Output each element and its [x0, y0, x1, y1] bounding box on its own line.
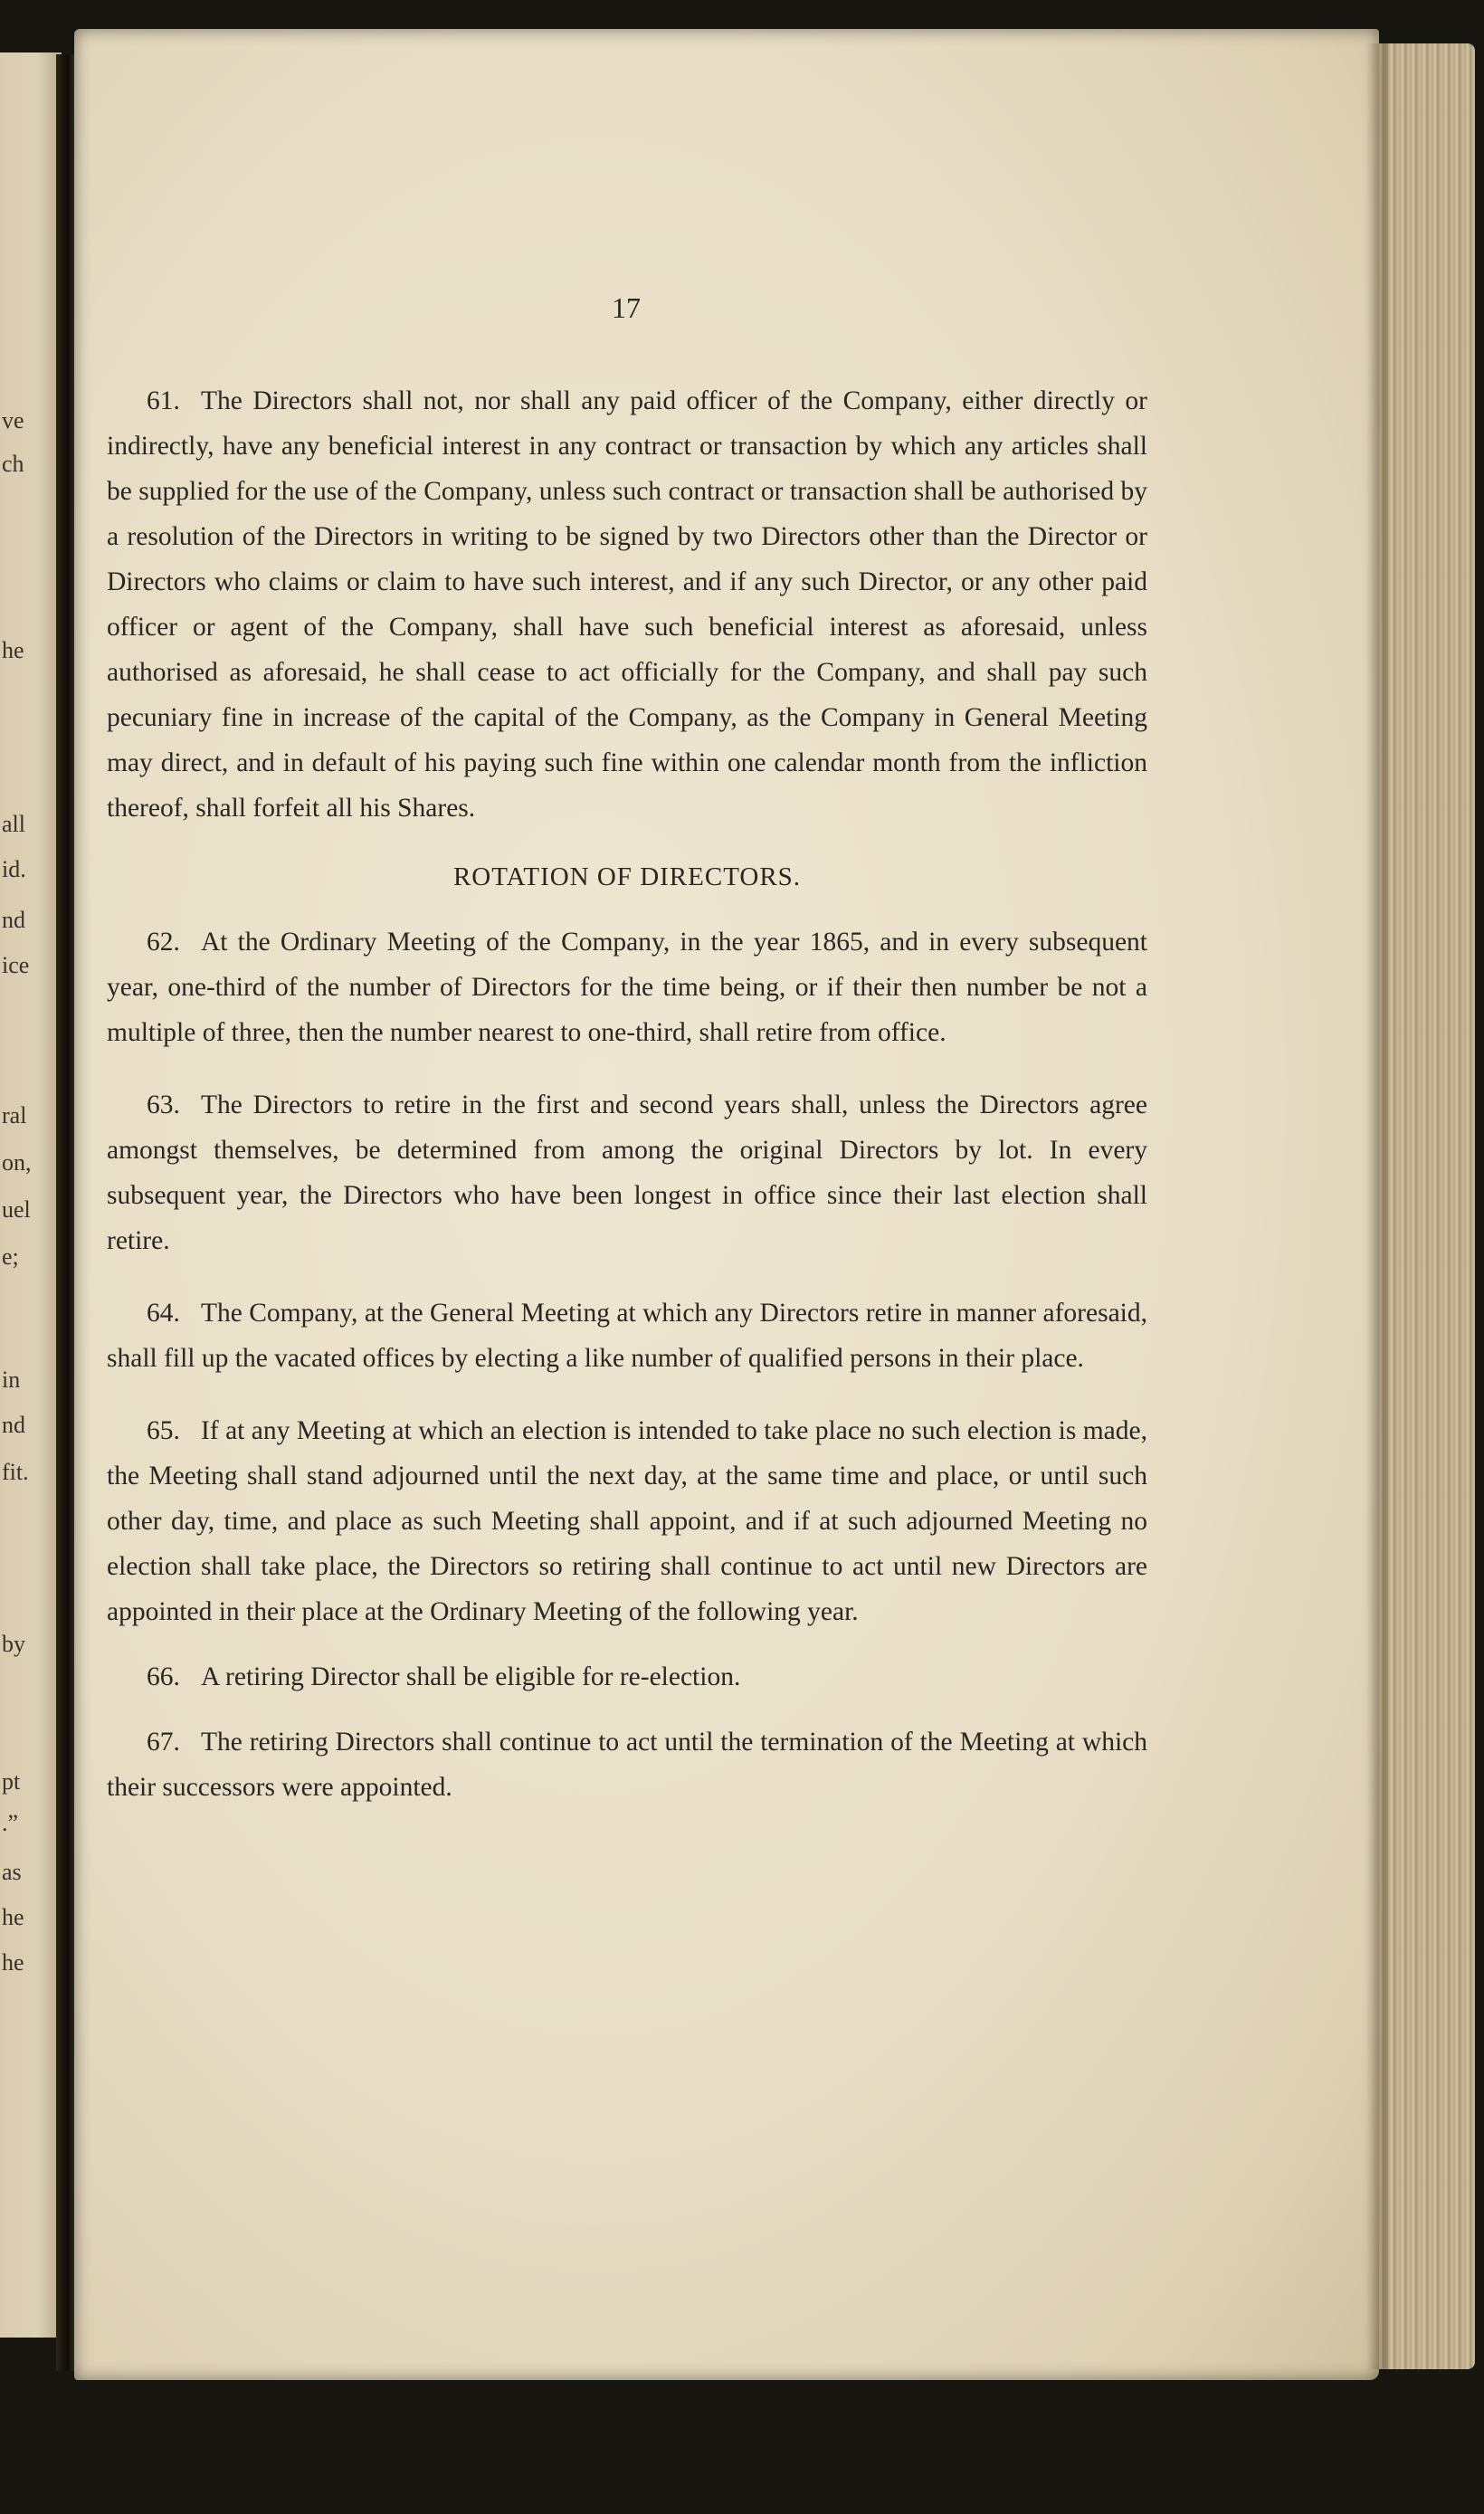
- left-fragment: pt: [2, 1768, 21, 1795]
- paragraph-text: The Company, at the General Meeting at which any Directors retire in manner aforesaid, shall fill up the vacated offices by electing a like number of qualified persons in their place.: [107, 1299, 1147, 1373]
- section-heading: ROTATION OF DIRECTORS.: [452, 862, 802, 891]
- page-body: [107, 378, 1147, 1810]
- paragraph-65: [107, 1408, 1147, 1634]
- left-fragment: nd: [2, 1412, 25, 1438]
- page-edge-shadow: [1366, 43, 1388, 2369]
- left-fragment: fit.: [2, 1459, 29, 1485]
- paragraph-64: [107, 1290, 1147, 1381]
- left-fragment: id.: [2, 856, 26, 882]
- paragraph-number: 67.: [147, 1728, 180, 1757]
- left-fragment: uel: [2, 1196, 31, 1223]
- left-fragment: e;: [2, 1243, 19, 1270]
- paragraph-number: 62.: [147, 928, 180, 957]
- paragraph-number: 63.: [147, 1090, 180, 1119]
- left-fragment: ral: [2, 1102, 27, 1128]
- left-fragment: in: [2, 1367, 21, 1393]
- paragraph-number: 65.: [147, 1416, 180, 1445]
- paragraph-text: The retiring Directors shall continue to act until the termination of the Meeting at which their successors were appointed.: [107, 1728, 1147, 1802]
- page-edges: [1375, 43, 1475, 2369]
- paragraph-text: The Directors shall not, nor shall any paid officer of the Company, either directly or indirectly, have any beneficial interest in any contract or transaction by which any articles shall be supplied for the use of the Company, unless such contract or transaction shall be authorised by a resolution of the Directors in writing to be signed by two Directors other than the Director or Directors who claims or claim to have such interest, and if any such Director, or any other paid officer or agent of the Company, shall have such beneficial interest as aforesaid, unless authorised as aforesaid, he shall cease to act officially for the Company, and shall pay such pecuniary fine in increase of the capital of the Company, as the Company in General Meeting may direct, and in default of his paying such fine within one calendar month from the infliction thereof, shall forfeit all his Shares.: [107, 386, 1147, 823]
- left-fragment: .”: [2, 1810, 19, 1836]
- left-fragment: on,: [2, 1149, 32, 1176]
- left-fragment: by: [2, 1631, 25, 1657]
- paragraph-text: The Directors to retire in the first and second years shall, unless the Directors agree amongst themselves, be determined from among the original Directors by lot. In every subsequent year, the Directors who have been longest in office since their last election shall retire.: [107, 1090, 1147, 1255]
- left-fragment: as: [2, 1859, 22, 1885]
- left-fragment: all: [2, 811, 25, 837]
- left-fragment: ch: [2, 451, 24, 477]
- left-fragment: ice: [2, 952, 30, 978]
- paragraph-63: [107, 1082, 1147, 1263]
- paragraph-text: If at any Meeting at which an election is intended to take place no such election is made, the Meeting shall stand adjourned until the next day, at the same time and place, or until such other day, time, and place as such Meeting shall appoint, and if at such adjourned Meeting no election shall take place, the Directors so retiring shall continue to act until new Directors are appointed in their place at the Ordinary Meeting of the following year.: [107, 1416, 1147, 1626]
- page-number: 17: [612, 291, 641, 324]
- left-fragment: he: [2, 637, 24, 663]
- left-fragment: he: [2, 1904, 24, 1930]
- paragraph-67: [107, 1719, 1147, 1810]
- left-fragment: ve: [2, 407, 24, 433]
- left-fragment: nd: [2, 907, 25, 933]
- left-fragment: he: [2, 1949, 24, 1976]
- paragraph-62: [107, 919, 1147, 1055]
- paragraph-text: A retiring Director shall be eligible for re-election.: [201, 1662, 741, 1691]
- book-gutter: [56, 54, 76, 2371]
- paragraph-66: [107, 1654, 1147, 1700]
- paragraph-number: 66.: [147, 1662, 180, 1691]
- previous-page-strip: [0, 52, 62, 2338]
- paragraph-text: At the Ordinary Meeting of the Company, in the year 1865, and in every subsequent year, one-third of the number of Directors for the time being, or if their then number be not a multiple of three, then the number nearest to one-third, shall retire from office.: [107, 928, 1147, 1047]
- paragraph-number: 61.: [147, 386, 180, 415]
- paragraph-number: 64.: [147, 1299, 180, 1328]
- paragraph-61: [107, 378, 1147, 831]
